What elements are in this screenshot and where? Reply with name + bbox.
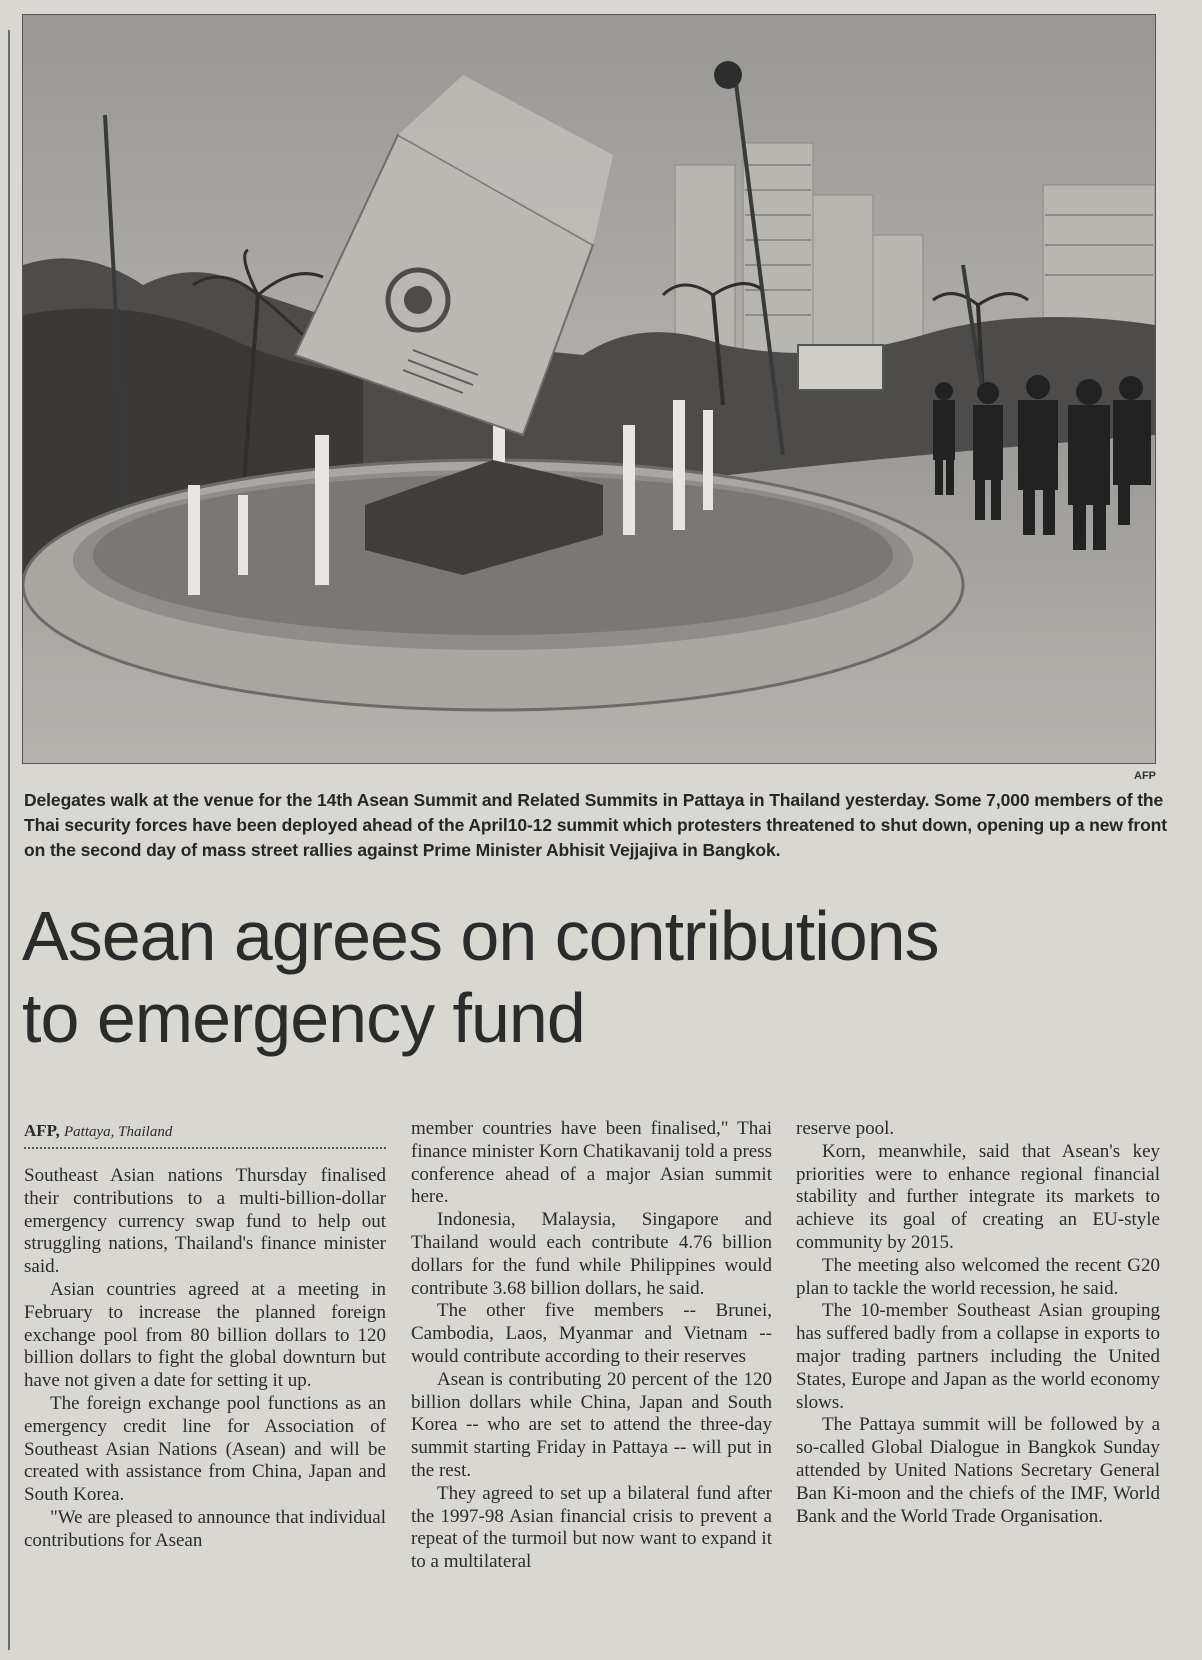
paragraph: The meeting also welcomed the recent G20 plan to tackle the world recession, he said. xyxy=(796,1254,1160,1299)
paragraph: Indonesia, Malaysia, Singapore and Thailand would each contribute 4.76 billion dollars for the fund while Philippines would contribute 3.68 billion dollars, he said. xyxy=(411,1209,772,1299)
paragraph: Southeast Asian nations Thursday finalised their contributions to a multi-billion-dollar emergency currency swap fund to help out struggling nations, Thailand's finance minister said. xyxy=(24,1165,386,1278)
paragraph: The 10-member Southeast Asian grouping has suffered badly from a collapse in exports to major trading partners including the United States, Europe and Japan as the world economy slows. xyxy=(796,1300,1160,1413)
headline-line-1: Asean agrees on contributions xyxy=(22,897,939,975)
article-column-2 xyxy=(411,1118,772,1574)
paragraph: reserve pool. xyxy=(796,1118,895,1139)
paragraph: Asean is contributing 20 percent of the 120 billion dollars while China, Japan and South Korea -- who are set to attend the three-day summit starting Friday in Pattaya -- will put in the rest. xyxy=(411,1368,772,1481)
byline xyxy=(24,1121,386,1149)
photo-credit: AFP xyxy=(1134,770,1156,782)
paragraph: The foreign exchange pool functions as an emergency credit line for Association of Southeast Asian Nations (Asean) and will be created with assistance from China, Japan and South Korea. xyxy=(24,1392,386,1506)
headline-line-2: to emergency fund xyxy=(22,979,585,1057)
article-column-1 xyxy=(24,1165,386,1553)
byline-source: AFP, xyxy=(24,1121,60,1140)
signboard xyxy=(798,345,883,390)
photo-illustration xyxy=(23,15,1155,763)
article-column-3 xyxy=(796,1118,1160,1528)
paragraph: "We are pleased to announce that individual contributions for Asean xyxy=(24,1506,386,1551)
paragraph: The other five members -- Brunei, Cambodia, Laos, Myanmar and Vietnam -- would contribute according to their reserves xyxy=(411,1300,772,1367)
headline xyxy=(22,895,1172,1059)
paragraph: The Pattaya summit will be followed by a so-called Global Dialogue in Bangkok Sunday attended by United Nations Secretary General Ban Ki-moon and the chiefs of the IMF, World Bank and the World Trade Organisation. xyxy=(796,1414,1160,1527)
paragraph: They agreed to set up a bilateral fund after the 1997-98 Asian financial crisis to prevent a repeat of the turmoil but now want to expand it to a multilateral xyxy=(411,1482,772,1573)
paragraph: member countries have been finalised," Thai finance minister Korn Chatikavanij told a press conference ahead of a major Asian summit here. xyxy=(411,1118,772,1208)
paragraph: Asian countries agreed at a meeting in February to increase the planned foreign exchange pool from 80 billion dollars to 120 billion dollars to fight the global downturn but have not given a date for setting it up. xyxy=(24,1278,386,1392)
column-rule xyxy=(8,30,10,1650)
photo-caption: Delegates walk at the venue for the 14th Asean Summit and Related Summits in Pattaya in Thailand yesterday. Some 7,000 members of the Thai security forces have been deployed ahead of the April10-12 summit which protesters threatened to shut down, opening up a new front on the second day of mass street rallies against Prime Minister Abhisit Vejjajiva in Bangkok. xyxy=(24,790,1167,860)
byline-location: Pattaya, Thailand xyxy=(64,1124,173,1140)
paragraph: Korn, meanwhile, said that Asean's key priorities were to enhance regional financial stability and further integrate its markets to achieve its goal of creating an EU-style community by 2015. xyxy=(796,1140,1160,1253)
news-photo xyxy=(22,14,1156,764)
